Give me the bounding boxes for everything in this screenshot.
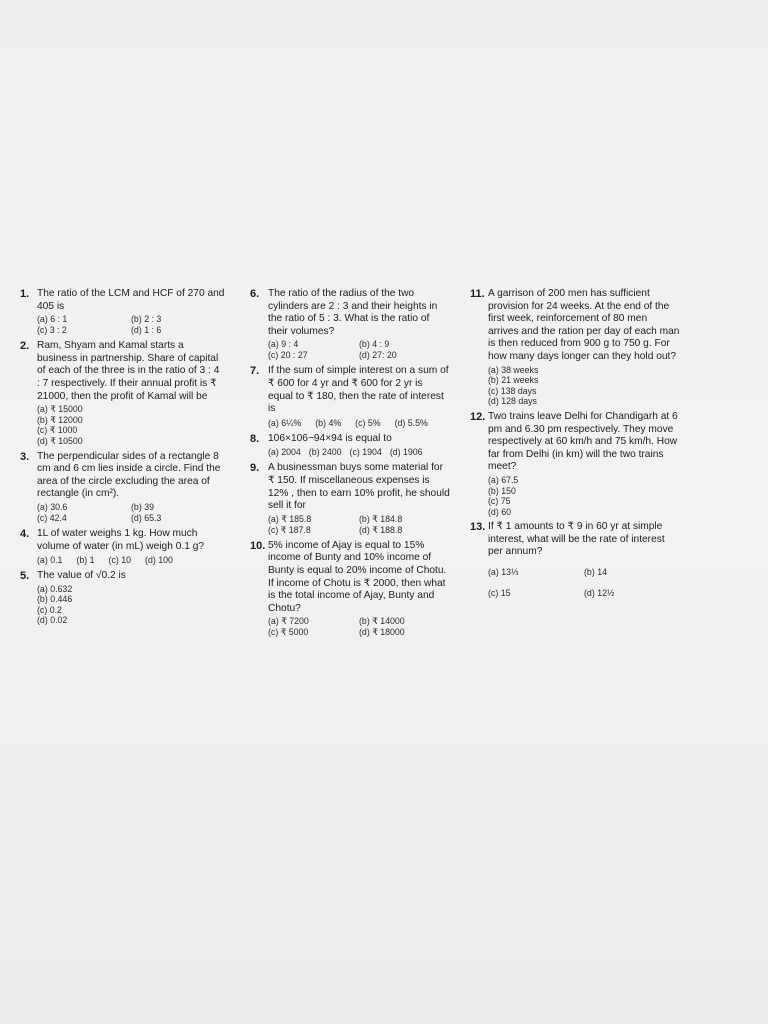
question-number: 13.: [470, 521, 486, 534]
question-text: 106×106−94×94 is equal to: [268, 432, 392, 444]
option-a: (a) 13⅓: [488, 567, 519, 578]
option-b: (b) 150: [488, 485, 516, 496]
column-3: [470, 288, 680, 603]
question-number: 1.: [20, 288, 30, 300]
question-6: [250, 288, 450, 361]
question-number: 9.: [250, 462, 260, 475]
option-b: (b) ₹ 14000: [359, 616, 405, 627]
option-b: (b) 0.446: [37, 594, 73, 605]
question-text: The ratio of the LCM and HCF of 270 and 405 is: [37, 288, 225, 312]
question-text: The value of √0.2 is: [37, 570, 126, 582]
option-d: (d) ₹ 10500: [37, 435, 83, 446]
question-7: [250, 365, 450, 428]
question-5: [20, 570, 225, 626]
option-b: (b) 2400: [308, 447, 342, 458]
question-text: The ratio of the radius of the two cylinders are 2 : 3 and their heights in the ratio of 5 : 3. What is the ratio of their volumes?: [268, 288, 438, 337]
option-b: (b) ₹ 12000: [37, 414, 83, 425]
option-d: (d) 1906: [389, 447, 423, 458]
option-c: (c) ₹ 1000: [37, 425, 78, 436]
question-text: Ram, Shyam and Kamal starts a business in partnership. Share of capital of each of the three is in the ratio of 3 : 4 : 7 respectively. If their annual profit is ₹ 21000, then the profit of Kamal will be: [37, 340, 220, 402]
option-b: (b) 2 : 3: [131, 314, 162, 325]
question-number: 10.: [250, 539, 266, 552]
option-a: (a) 30.6: [37, 501, 68, 512]
question-number: 3.: [20, 450, 30, 463]
question-number: 8.: [250, 432, 260, 445]
question-4: [20, 528, 225, 566]
question-text: Two trains leave Delhi for Chandigarh at 6 pm and 6.30 pm respectively. They move respectively at 60 km/h and 75 km/h. How far from Delhi (in km) will the two trains meet?: [488, 410, 678, 473]
option-a: (a) 0.1: [37, 555, 63, 566]
option-d: (d) ₹ 188.8: [359, 524, 403, 535]
question-12: [470, 411, 680, 517]
option-d: (d) 100: [145, 555, 173, 566]
question-text: A businessman buys some material for ₹ 150. If miscellaneous expenses is 12% , then to earn 10% profit, he should sell it for: [268, 462, 450, 512]
option-a: (a) 2004: [268, 447, 301, 458]
question-text: The perpendicular sides of a rectangle 8 cm and 6 cm lies inside a circle. Find the area of the circle excluding the area of rectangle (in cm²).: [37, 450, 221, 500]
option-b: (b) 4%: [315, 417, 342, 428]
question-text: If ₹ 1 amounts to ₹ 9 in 60 yr at simple interest, what will be the rate of interest per annum?: [488, 521, 665, 558]
option-d: (d) 65.3: [131, 512, 162, 523]
question-1: [20, 288, 225, 336]
option-a: (a) 6¼%: [268, 417, 302, 428]
option-a: (a) 6 : 1: [37, 314, 68, 325]
option-d: (d) 12½: [584, 588, 615, 599]
question-8: [250, 433, 450, 459]
option-c: (c) 10: [108, 555, 132, 566]
question-number: 6.: [250, 288, 260, 300]
option-d: (d) ₹ 18000: [359, 627, 405, 638]
option-b: (b) 1: [76, 555, 95, 566]
option-d: (d) 1 : 6: [131, 325, 162, 336]
column-2: [250, 288, 450, 642]
question-10: [250, 540, 450, 639]
question-9: [250, 462, 450, 535]
option-c: (c) 5%: [355, 417, 381, 428]
option-a: (a) ₹ 15000: [37, 404, 83, 415]
option-b: (b) 14: [584, 567, 607, 578]
question-number: 11.: [470, 288, 485, 300]
question-number: 4.: [20, 527, 30, 540]
option-a: (a) ₹ 185.8: [268, 513, 312, 524]
question-number: 7.: [250, 365, 260, 378]
column-1: [20, 288, 225, 630]
question-text: 1L of water weighs 1 kg. How much volume of water (in mL) weigh 0.1 g?: [37, 527, 205, 552]
option-c: (c) 42.4: [37, 512, 67, 523]
option-c: (c) ₹ 187.8: [268, 524, 311, 535]
question-text: If the sum of simple interest on a sum of ₹ 600 for 4 yr and ₹ 600 for 2 yr is equal to ₹ 180, then the rate of interest is: [268, 365, 449, 415]
option-a: (a) 67.5: [488, 474, 519, 485]
question-2: [20, 340, 225, 446]
question-text: A garrison of 200 men has sufficient provision for 24 weeks. At the end of the first week, reinforcement of 80 men arrives and the ration per day of each man is then reduced from 900 g to 750 g. For how many days longer can they hold out?: [488, 288, 680, 362]
option-d: (d) 27: 20: [359, 350, 397, 361]
question-number: 12.: [470, 410, 486, 423]
question-11: [470, 288, 680, 407]
option-c: (c) 138 days: [488, 385, 537, 396]
option-c: (c) 15: [488, 588, 511, 599]
option-d: (d) 5.5%: [394, 417, 428, 428]
question-number: 2.: [20, 340, 30, 353]
option-c: (c) 20 : 27: [268, 350, 308, 361]
option-b: (b) ₹ 184.8: [359, 513, 403, 524]
question-number: 5.: [20, 570, 30, 583]
option-c: (c) 1904: [349, 447, 382, 458]
question-13: [470, 521, 680, 599]
option-a: (a) 9 : 4: [268, 339, 299, 350]
question-text: 5% income of Ajay is equal to 15% income of Bunty and 10% income of Bunty is equal to 20% income of Chotu. If income of Chotu is ₹ 2000, then what is the total income of Ajay, Bunty and Chotu?: [268, 539, 447, 614]
option-c: (c) 75: [488, 496, 511, 507]
option-b: (b) 39: [131, 501, 154, 512]
option-d: (d) 0.02: [37, 615, 68, 626]
question-3: [20, 451, 225, 524]
option-c: (c) 0.2: [37, 604, 62, 615]
option-a: (a) 38 weeks: [488, 364, 539, 375]
option-b: (b) 21 weeks: [488, 375, 539, 386]
option-d: (d) 60: [488, 506, 511, 517]
option-c: (c) 3 : 2: [37, 325, 67, 336]
option-b: (b) 4 : 9: [359, 339, 390, 350]
option-a: (a) 0.632: [37, 583, 73, 594]
option-c: (c) ₹ 5000: [268, 627, 309, 638]
option-a: (a) ₹ 7200: [268, 616, 309, 627]
option-d: (d) 128 days: [488, 396, 537, 407]
